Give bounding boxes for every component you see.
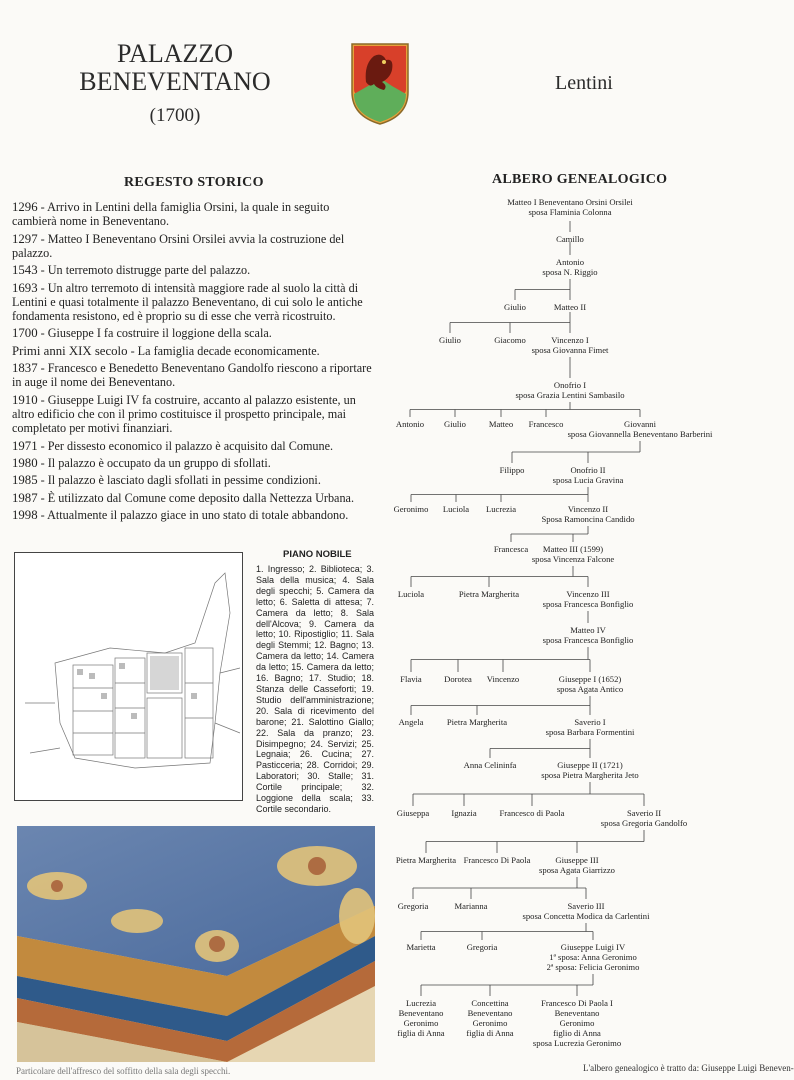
regesto-year: 1543 xyxy=(12,263,38,278)
regesto-year: 1700 xyxy=(12,326,38,341)
tree-node-name: Vincenzo I xyxy=(551,335,589,345)
regesto-text: - La famiglia decade economicamente. xyxy=(127,343,320,358)
tree-node-name: Giovanni xyxy=(624,419,656,429)
regesto-year: 1985 xyxy=(12,473,38,488)
tree-node-name: Gregoria xyxy=(397,901,429,911)
regesto-heading: REGESTO STORICO xyxy=(124,175,264,190)
tree-node-detail: sposa Barbara Formentini xyxy=(545,727,635,737)
regesto-entry xyxy=(12,361,374,389)
albero-heading: ALBERO GENEALOGICO xyxy=(492,172,668,187)
tree-node-name: Giulio xyxy=(444,419,466,429)
regesto-year: 1980 xyxy=(12,455,38,470)
tree-node-name: Luciola xyxy=(397,589,425,599)
tree-node-detail: Geronimo xyxy=(559,1018,595,1028)
tree-node-detail: sposa Grazia Lentini Sambasilo xyxy=(515,390,625,400)
regesto-entry xyxy=(12,263,374,277)
tree-node-name: Giuseppe I (1652) xyxy=(558,674,622,684)
tree-node-name: Vincenzo xyxy=(486,674,520,684)
regesto-entry xyxy=(12,456,374,470)
tree-node-name: Saverio III xyxy=(567,901,605,911)
regesto-list xyxy=(12,200,374,526)
tree-node-name: Matteo I Beneventano Orsini Orsilei xyxy=(507,197,633,207)
tree-node-name: Francesco di Paola xyxy=(499,808,565,818)
tree-node-name: Giuseppe III xyxy=(555,855,599,865)
tree-node-name: Marietta xyxy=(406,942,436,952)
regesto-year: 1297 xyxy=(12,231,38,246)
tree-node-name: Pietra Margherita xyxy=(458,589,520,599)
tree-node-detail: sposa Concetta Modica da Carlentini xyxy=(522,911,650,921)
regesto-entry xyxy=(12,508,374,522)
regesto-entry xyxy=(12,232,374,260)
regesto-entry xyxy=(12,473,374,487)
tree-node-name: Marianna xyxy=(454,901,488,911)
regesto-text: - Arrivo in Lentini della famiglia Orsini, la quale in seguito cambierà nome in Beneventano. xyxy=(12,200,330,229)
regesto-entry xyxy=(12,281,374,324)
regesto-year: 1987 xyxy=(12,490,38,505)
regesto-text: - Il palazzo è lasciato dagli sfollati in pessime condizioni. xyxy=(37,473,321,488)
tree-node-detail: sposa Francesca Bonfiglio xyxy=(542,635,634,645)
tree-node-name: Anna Celininfa xyxy=(463,760,517,770)
tree-node-detail: figlia di Anna xyxy=(466,1028,514,1038)
regesto-text: - Un altro terremoto di intensità maggiore rade al suolo la città di Lentini e quasi totalmente il palazzo Beneventano, di cui solo le antiche fondamenta resistono, ed è proprio su di esse che verrà ricostruito. xyxy=(12,280,363,323)
tree-credit: L'albero genealogico è tratto da: Giuseppe Luigi Beneven- xyxy=(583,1063,794,1073)
tree-node-detail: figlio di Anna xyxy=(553,1028,601,1038)
regesto-entry xyxy=(12,439,374,453)
tree-node-name: Gregoria xyxy=(466,942,498,952)
tree-node-name: Pietra Margherita xyxy=(446,717,508,727)
tree-node-name: Vincenzo III xyxy=(566,589,610,599)
tree-node-detail: sposa Pietra Margherita Jeto xyxy=(541,770,639,780)
tree-node-detail: Beneventano xyxy=(398,1008,444,1018)
tree-node-name: Onofrio I xyxy=(553,380,587,390)
tree-node-name: Giacomo xyxy=(494,335,526,345)
tree-node-name: Francesco Di Paola I xyxy=(541,998,613,1008)
tree-node-name: Matteo II xyxy=(553,302,587,312)
tree-node-name: Antonio xyxy=(555,257,585,267)
tree-node-name: Francesco Di Paola xyxy=(463,855,531,865)
regesto-year: 1693 xyxy=(12,280,38,295)
tree-node-detail: sposa Vincenza Falcone xyxy=(531,554,615,564)
regesto-year: 1837 xyxy=(12,361,38,376)
tree-node-detail: figlia di Anna xyxy=(397,1028,445,1038)
title-line-2: BENEVENTANO xyxy=(79,67,271,96)
regesto-text: - È utilizzato dal Comune come deposito dalla Nettezza Urbana. xyxy=(37,490,355,505)
piano-nobile-heading: PIANO NOBILE xyxy=(283,549,352,560)
genealogy-tree xyxy=(380,195,764,1060)
tree-node-detail: sposa Francesca Bonfiglio xyxy=(542,599,634,609)
regesto-year: 1998 xyxy=(12,508,38,523)
tree-node-name: Giuseppe Luigi IV xyxy=(560,942,626,952)
tree-node-detail: Geronimo xyxy=(472,1018,508,1028)
tree-node-name: Saverio I xyxy=(574,717,606,727)
tree-node-name: Geronimo xyxy=(393,504,429,514)
tree-node-detail: sposa Agata Giarrizzo xyxy=(539,865,615,875)
regesto-text: - Francesco e Benedetto Beneventano Gandolfo riescono a riportare in auge il nome dei Beneventano. xyxy=(12,361,372,390)
regesto-text: - Matteo I Beneventano Orsini Orsilei avvia la costruzione del palazzo. xyxy=(12,231,345,260)
regesto-text: - Il palazzo è occupato da un gruppo di sfollati. xyxy=(37,455,271,470)
tree-node-name: Filippo xyxy=(499,465,525,475)
tree-node-name: Vincenzo II xyxy=(567,504,609,514)
tree-node-name: Giulio xyxy=(504,302,526,312)
tree-node-detail: sposa Lucia Gravina xyxy=(552,475,624,485)
tree-node-detail: sposa Giovanna Fimet xyxy=(531,345,609,355)
regesto-entry xyxy=(12,344,374,358)
tree-node-name: Saverio II xyxy=(626,808,662,818)
tree-node-detail: 1ª sposa: Anna Geronimo xyxy=(549,952,637,962)
tree-node-name: Francesco xyxy=(528,419,564,429)
tree-node-name: Francesca xyxy=(493,544,529,554)
tree-node-name: Pietra Margherita xyxy=(395,855,457,865)
regesto-text: - Per dissesto economico il palazzo è acquisito dal Comune. xyxy=(37,438,334,453)
tree-node-name: Onofrio II xyxy=(570,465,606,475)
regesto-entry xyxy=(12,491,374,505)
tree-node-name: Giuseppe II (1721) xyxy=(557,760,623,770)
floor-plan xyxy=(14,552,243,801)
page-title xyxy=(60,40,290,130)
tree-node-name: Flavia xyxy=(400,674,422,684)
tree-node-name: Matteo III (1599) xyxy=(542,544,604,554)
ceiling-fresco-image xyxy=(17,826,375,1062)
tree-node-name: Matteo xyxy=(488,419,514,429)
tree-node-detail: sposa Lucrezia Geronimo xyxy=(532,1038,622,1048)
tree-node-name: Ignazia xyxy=(451,808,477,818)
coat-of-arms-icon xyxy=(348,42,412,126)
regesto-year: 1296 xyxy=(12,200,38,214)
tree-node-detail: sposa Agata Antico xyxy=(556,684,624,694)
regesto-text: - Giuseppe I fa costruire il loggione della scala. xyxy=(37,326,272,341)
tree-node-name: Matteo IV xyxy=(570,625,606,635)
regesto-text: - Giuseppe Luigi IV fa costruire, accanto al palazzo esistente, un altro edificio che con il primo costituisce il prospetto principale, mai completato per motivi finanziari. xyxy=(12,392,356,436)
tree-node-detail: sposa Gregoria Gandolfo xyxy=(600,818,688,828)
tree-node-detail: 2ª sposa: Felicia Geronimo xyxy=(546,962,640,972)
tree-node-name: Dorotea xyxy=(444,674,472,684)
tree-node-detail: Beneventano xyxy=(554,1008,600,1018)
regesto-year: Primi anni XIX secolo xyxy=(12,343,128,358)
tree-node-detail: sposa Flaminia Colonna xyxy=(528,207,612,217)
tree-node-detail: Geronimo xyxy=(403,1018,439,1028)
floor-plan-legend: 1. Ingresso; 2. Biblioteca; 3. Sala della musica; 4. Sala degli specchi; 5. Camera da letto; 6. Saletta di attesa; 7. Camera da letto; 8. Sala dell'Alcova; 9. Camera da letto; 10. Ripostiglio; 11. Sala degli Stemmi; 12. Bagno; 13. Camera da letto; 14. Camera da letto; 15. Camera da letto; 16. Bagno; 17. Studio; 18. Stanza delle Casseforti; 19. Studio dell'amministrazione; 20. Sala di ricevimento del barone; 21. Salottino Giallo; 22. Sala da pranzo; 23. Disimpegno; 24. Servizi; 25. Legnaia; 26. Cucina; 27. Pasticceria; 28. Corridoi; 29. Laboratori; 30. Stalle; 31. Cortile principale; 32. Loggione della scala; 33. Cortile secondario. xyxy=(256,564,374,814)
city-name: Lentini xyxy=(555,72,613,94)
floor-plan-drawing xyxy=(15,553,242,800)
tree-node-name: Concettina xyxy=(471,998,509,1008)
regesto-entry xyxy=(12,200,374,228)
title-line-1: PALAZZO xyxy=(116,39,234,68)
tree-node-name: Antonio xyxy=(395,419,425,429)
tree-node-name: Lucrezia xyxy=(485,504,517,514)
regesto-entry xyxy=(12,326,374,340)
tree-node-detail: sposa Giovannella Beneventano Barberini xyxy=(567,429,713,439)
regesto-year: 1971 xyxy=(12,438,38,453)
tree-node-name: Lucrezia xyxy=(405,998,437,1008)
regesto-text: - Un terremoto distrugge parte del palazzo. xyxy=(37,263,251,278)
tree-node-name: Giuseppa xyxy=(396,808,430,818)
tree-node-name: Luciola xyxy=(442,504,470,514)
tree-node-name: Angela xyxy=(398,717,424,727)
photo-caption: Particolare dell'affresco del soffitto della sala degli specchi. xyxy=(16,1066,231,1076)
regesto-entry xyxy=(12,393,374,436)
title-year: (1700) xyxy=(149,105,201,126)
regesto-year: 1910 xyxy=(12,392,38,407)
tree-node-detail: Beneventano xyxy=(467,1008,513,1018)
tree-node-name: Giulio xyxy=(439,335,461,345)
regesto-text: - Attualmente il palazzo giace in uno stato di totale abbandono. xyxy=(37,508,349,523)
tree-node-name: Camillo xyxy=(556,234,584,244)
tree-node-detail: sposa N. Riggio xyxy=(542,267,598,277)
tree-node-detail: Sposa Ramoncina Candido xyxy=(541,514,635,524)
